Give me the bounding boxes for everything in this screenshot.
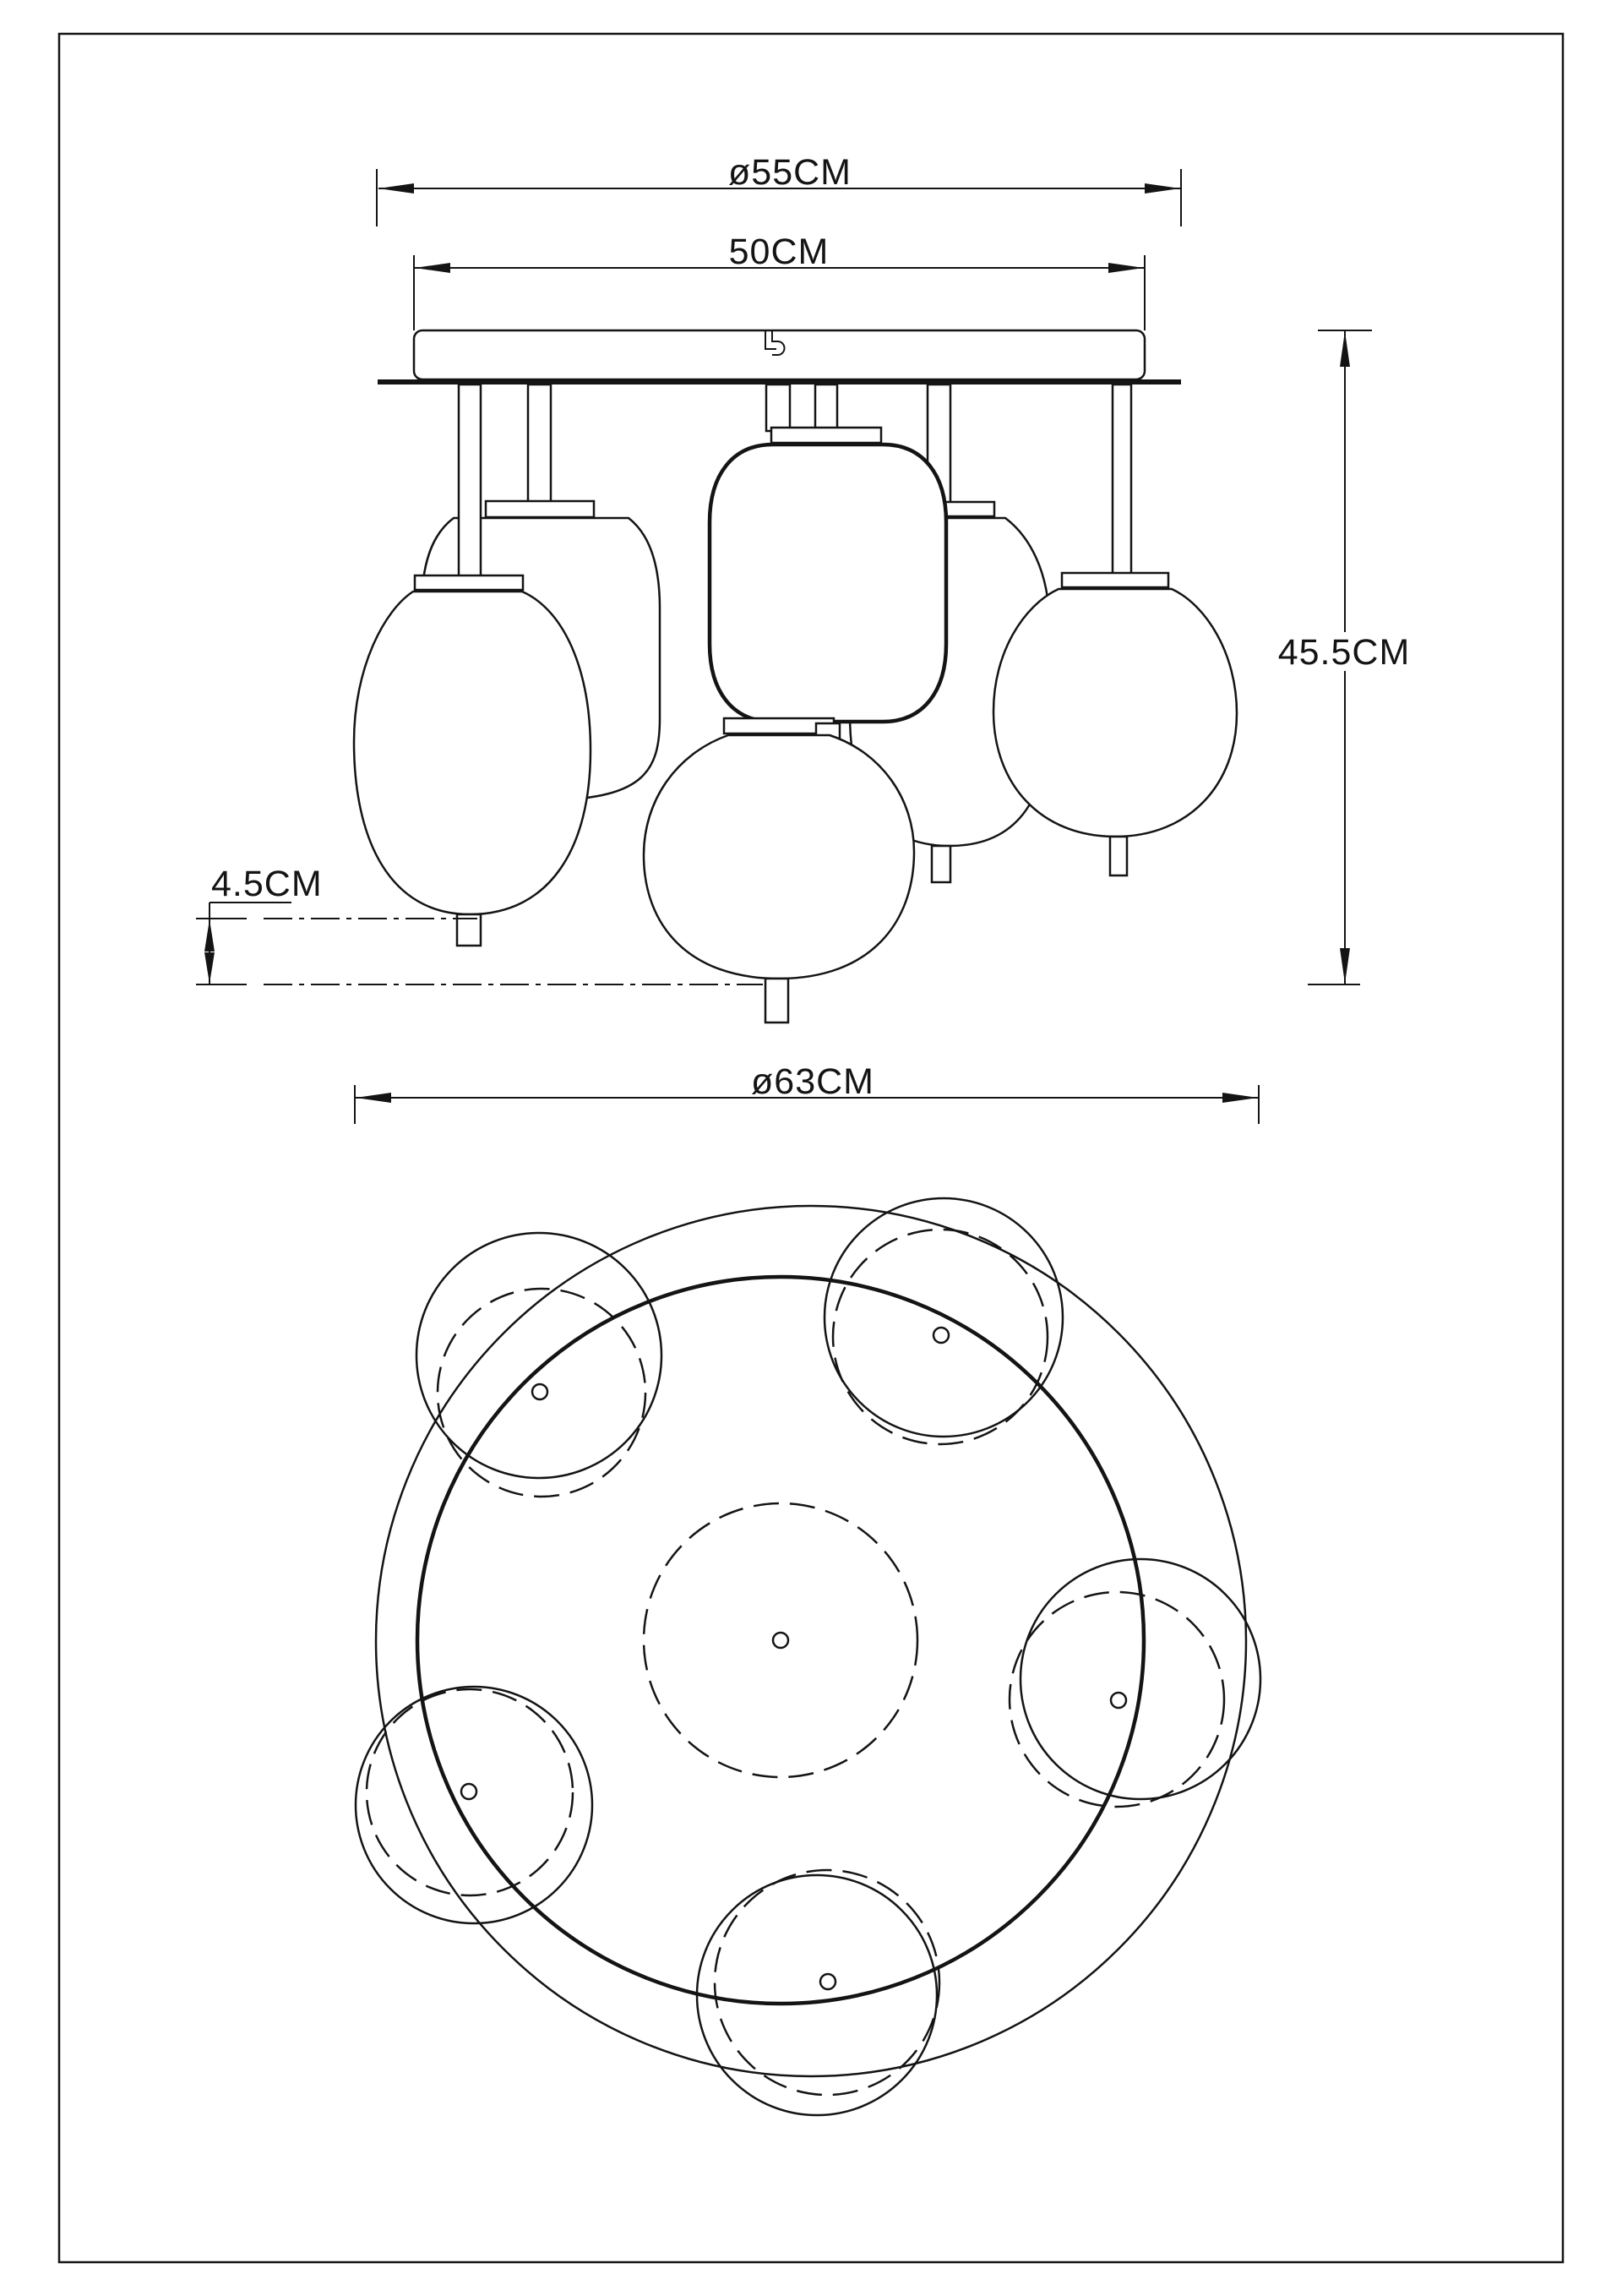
arrow-down-icon <box>1340 948 1350 984</box>
dim-overall-diameter <box>355 1061 1259 1124</box>
rod-top-center-left <box>766 384 790 431</box>
shade-stem <box>932 846 950 882</box>
stem-hole <box>1111 1693 1126 1708</box>
shade-outline-dashed <box>644 1503 917 1777</box>
shade-holder <box>1062 573 1168 587</box>
rod-top-center-right <box>815 384 837 431</box>
arrow-left-icon <box>356 1093 391 1103</box>
dim-total-height <box>1278 330 1411 984</box>
glass-shade <box>710 444 946 722</box>
lantern-bottom-center <box>644 735 914 1023</box>
arrow-right-icon <box>1145 183 1180 194</box>
shade-stem <box>1110 837 1127 875</box>
glass-shade <box>354 592 591 914</box>
arrow-up-icon <box>1340 331 1350 367</box>
rod-upper-left <box>528 384 551 503</box>
lantern-top-center <box>710 428 946 722</box>
glass-shade <box>993 589 1237 837</box>
arrow-right-icon <box>1222 1093 1258 1103</box>
rod-front-left <box>459 384 481 577</box>
shade-outline-dashed <box>438 1289 645 1497</box>
dim-label-plate-width: 50CM <box>728 232 830 272</box>
lantern-front-left <box>354 575 591 946</box>
plan-shade-top-left <box>438 1289 645 1497</box>
dim-label-total-height: 45.5CM <box>1277 632 1411 673</box>
elevation-view <box>196 152 1410 1124</box>
glass-shade <box>644 735 914 979</box>
stem-hole <box>773 1633 788 1648</box>
arrow-left-icon <box>415 263 450 273</box>
shade-stem <box>765 979 788 1023</box>
dim-plate-width <box>414 232 1145 330</box>
dim-label-overall-diameter: ø63CM <box>751 1061 874 1102</box>
plan-shade-bottom-solid <box>697 1875 937 2115</box>
plan-shade-bottom-left <box>367 1689 573 1895</box>
plan-view <box>356 1198 1260 2115</box>
arrow-right-icon <box>1108 263 1144 273</box>
plan-shade-center <box>644 1503 917 1777</box>
plan-shade-top-left-solid <box>416 1233 661 1478</box>
dim-canopy-diameter <box>377 152 1181 226</box>
shade-holder <box>771 428 881 443</box>
lantern-front-right <box>993 573 1237 875</box>
arrow-down-icon <box>204 952 215 984</box>
stem-hole <box>933 1328 949 1343</box>
ceiling-plate <box>378 330 1181 382</box>
stem-hole <box>532 1384 547 1399</box>
stem-hole <box>820 1974 835 1989</box>
stem-hole <box>461 1784 476 1799</box>
plan-shade-bottom-left-solid <box>356 1687 592 1923</box>
rod-front-right <box>1113 384 1131 575</box>
plan-outer-circle <box>376 1206 1246 2076</box>
shade-holder <box>486 501 594 517</box>
dim-label-shade-offset: 4.5CM <box>211 864 323 904</box>
arrow-left-icon <box>378 183 414 194</box>
shade-holder <box>415 575 523 590</box>
arrow-up-icon <box>204 919 215 952</box>
shade-outline-dashed <box>367 1689 573 1895</box>
dim-label-canopy-diameter: ø55CM <box>728 152 852 193</box>
